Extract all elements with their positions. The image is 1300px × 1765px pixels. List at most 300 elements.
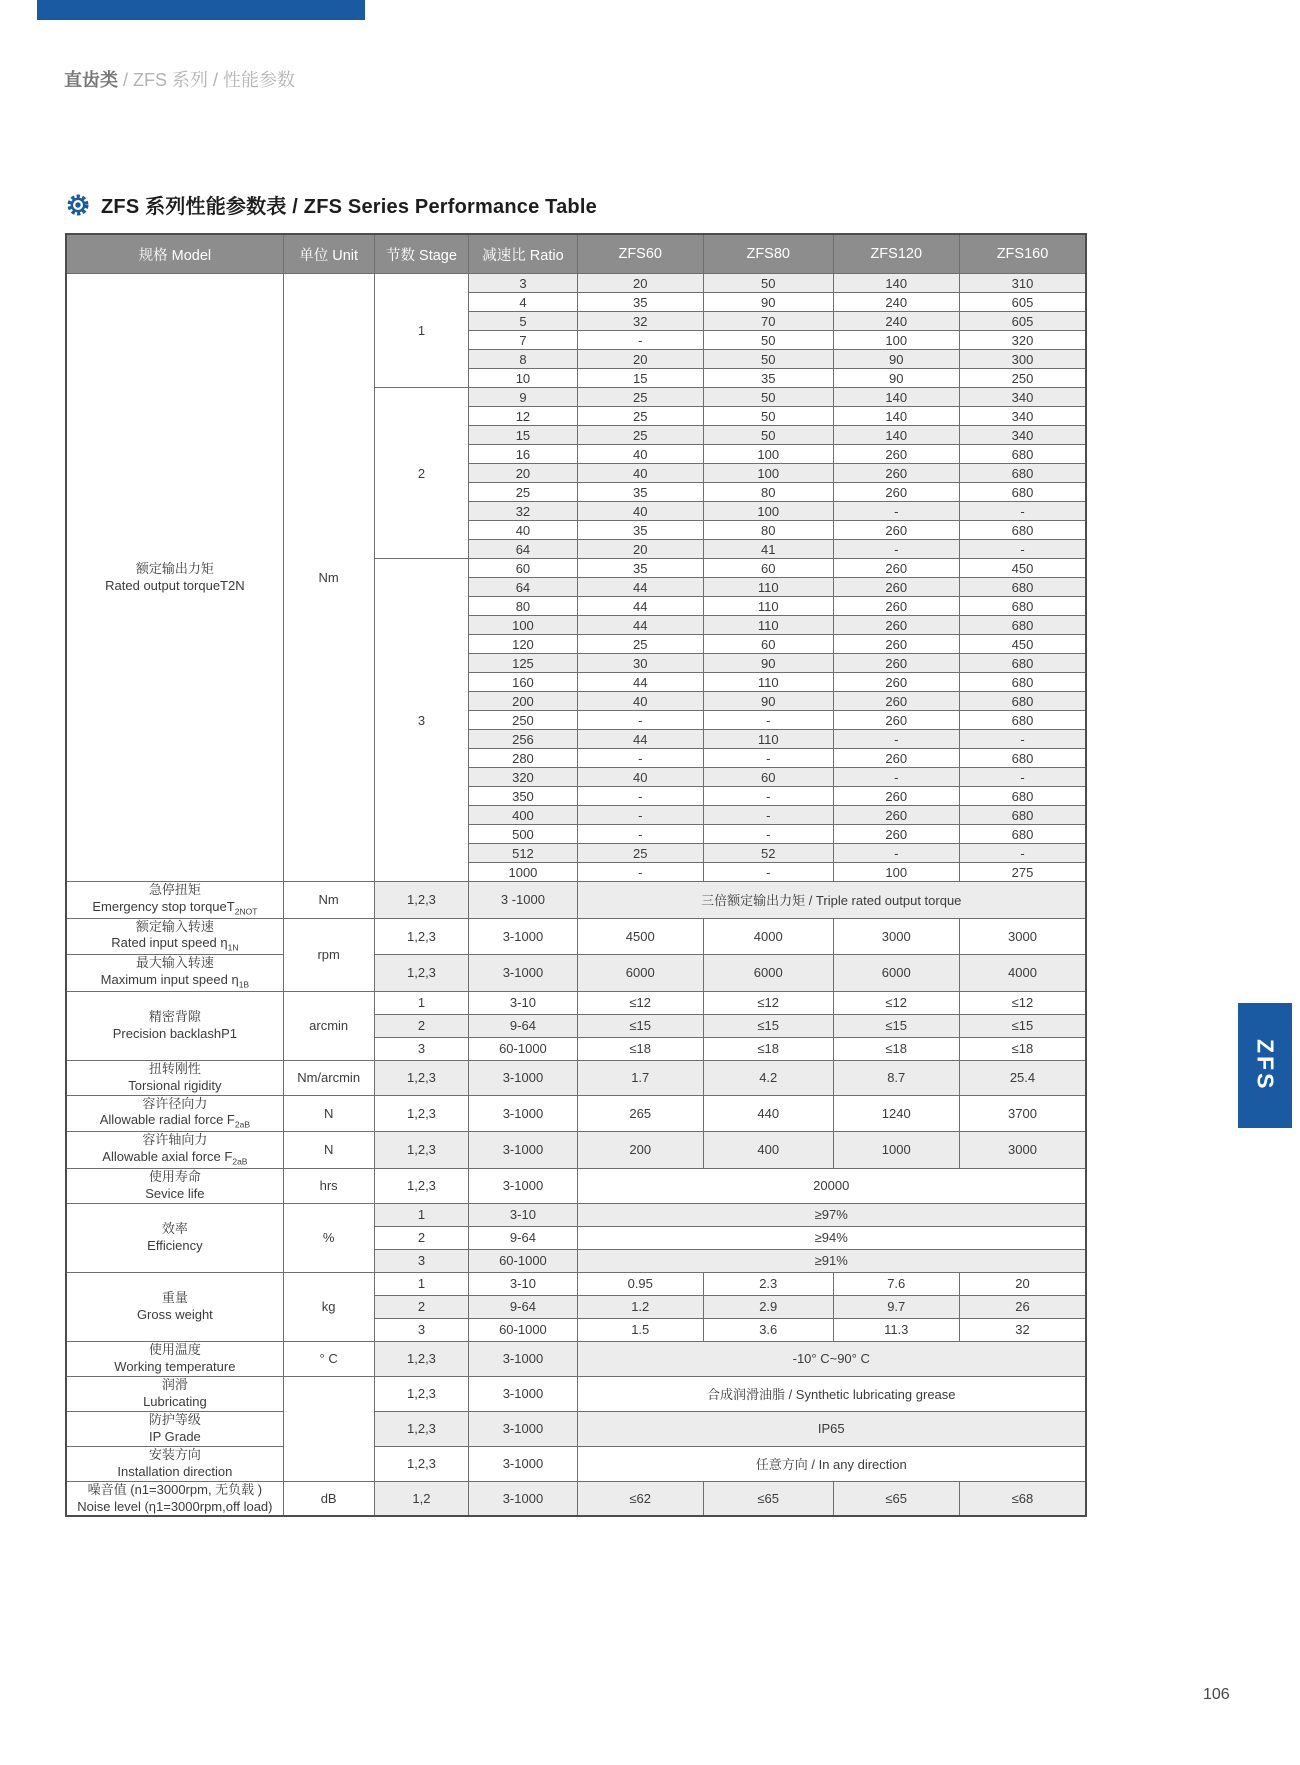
value-cell: - (703, 825, 833, 844)
value-span-cell: ≥97% (577, 1203, 1086, 1226)
value-cell: 140 (833, 407, 959, 426)
value-cell: 260 (833, 616, 959, 635)
stage-cell: 2 (374, 1014, 469, 1037)
value-cell: - (577, 825, 703, 844)
value-cell: 32 (959, 1318, 1086, 1341)
row-label-cell (66, 1203, 283, 1272)
stage-cell: 1 (374, 274, 469, 388)
value-span-cell: ≥94% (577, 1226, 1086, 1249)
column-header: 节数 Stage (374, 234, 469, 274)
row-label-en: Torsional rigidity (128, 1077, 222, 1093)
value-cell: 1000 (833, 1132, 959, 1169)
page-number: 106 (1203, 1686, 1230, 1703)
value-cell: - (577, 711, 703, 730)
ratio-cell: 80 (469, 597, 577, 616)
value-cell: 260 (833, 654, 959, 673)
row-label-en: Gross weight (136, 1306, 213, 1322)
ratio-cell: 5 (469, 312, 577, 331)
value-cell: 2.3 (703, 1272, 833, 1295)
value-cell: ≤18 (833, 1037, 959, 1060)
value-cell: 90 (833, 350, 959, 369)
value-cell: 3700 (959, 1095, 1086, 1132)
value-span-cell: 三倍额定输出力矩 / Triple rated output torque (577, 882, 1086, 919)
ratio-cell: 512 (469, 844, 577, 863)
column-header: 减速比 Ratio (469, 234, 577, 274)
row-label-cell (66, 1132, 283, 1169)
ratio-cell: 3 -1000 (469, 882, 577, 919)
value-cell: 260 (833, 483, 959, 502)
stage-cell: 3 (374, 1318, 469, 1341)
ratio-cell: 160 (469, 673, 577, 692)
ratio-cell: 8 (469, 350, 577, 369)
row-label-cell (66, 991, 283, 1060)
row-label-cell (66, 955, 283, 992)
table-row (66, 1168, 1086, 1203)
value-cell: 35 (703, 369, 833, 388)
unit-cell: N (283, 1132, 374, 1169)
value-cell: - (833, 844, 959, 863)
ratio-cell: 64 (469, 578, 577, 597)
breadcrumb-rest: / ZFS 系列 / 性能参数 (118, 70, 296, 90)
value-cell: 20 (577, 540, 703, 559)
row-label-en: Rated output torqueT2N (105, 577, 245, 593)
ratio-cell: 60-1000 (469, 1318, 577, 1341)
value-cell: 0.95 (577, 1272, 703, 1295)
ratio-cell: 120 (469, 635, 577, 654)
ratio-cell: 280 (469, 749, 577, 768)
value-cell: - (577, 749, 703, 768)
value-cell: 140 (833, 274, 959, 293)
breadcrumb-primary: 直齿类 (64, 70, 118, 90)
value-cell: 110 (703, 597, 833, 616)
table-row (66, 1060, 1086, 1095)
value-cell: - (703, 787, 833, 806)
row-label-cell (66, 1376, 283, 1411)
table-row (66, 918, 1086, 955)
unit-cell: rpm (283, 918, 374, 991)
row-label-cell (66, 882, 283, 919)
value-cell: ≤15 (577, 1014, 703, 1037)
value-cell: 90 (833, 369, 959, 388)
value-cell: 50 (703, 388, 833, 407)
value-cell: 3000 (959, 918, 1086, 955)
stage-cell: 3 (374, 559, 469, 882)
ratio-cell: 9 (469, 388, 577, 407)
value-span-cell: -10° C~90° C (577, 1341, 1086, 1376)
table-row (66, 991, 1086, 1014)
value-cell: 275 (959, 863, 1086, 882)
ratio-cell: 256 (469, 730, 577, 749)
row-label-zh: 使用寿命 (148, 1168, 201, 1184)
value-cell: ≤18 (577, 1037, 703, 1060)
table-row (66, 1132, 1086, 1169)
value-cell: 26 (959, 1295, 1086, 1318)
value-cell: 40 (577, 445, 703, 464)
value-cell: 8.7 (833, 1060, 959, 1095)
value-cell: - (959, 844, 1086, 863)
value-cell: 25 (577, 844, 703, 863)
row-label-zh: 防护等级 (148, 1411, 201, 1427)
value-cell: - (577, 331, 703, 350)
section-title (66, 190, 597, 219)
value-cell: 80 (703, 521, 833, 540)
value-cell: 265 (577, 1095, 703, 1132)
value-cell: 140 (833, 388, 959, 407)
unit-cell: Nm (283, 274, 374, 882)
value-cell: ≤18 (703, 1037, 833, 1060)
ratio-cell: 3-10 (469, 1272, 577, 1295)
value-cell: 44 (577, 578, 703, 597)
value-cell: 240 (833, 293, 959, 312)
value-cell: 100 (703, 464, 833, 483)
column-header: ZFS60 (577, 234, 703, 274)
ratio-cell: 20 (469, 464, 577, 483)
row-label-zh: 扭转刚性 (148, 1060, 201, 1076)
ratio-cell: 64 (469, 540, 577, 559)
value-cell: 4.2 (703, 1060, 833, 1095)
stage-cell: 1 (374, 991, 469, 1014)
value-cell: 25 (577, 426, 703, 445)
section-title-text: ZFS 系列性能参数表 / ZFS Series Performance Table (101, 196, 597, 218)
row-label-en: Sevice life (145, 1185, 205, 1201)
value-cell: - (577, 806, 703, 825)
stage-cell: 1,2,3 (374, 955, 469, 992)
value-cell: ≤65 (703, 1481, 833, 1516)
table-row (66, 1203, 1086, 1226)
value-cell: 40 (577, 464, 703, 483)
value-cell: 320 (959, 331, 1086, 350)
value-cell: 6000 (833, 955, 959, 992)
row-label-zh: 额定输出力矩 (135, 560, 214, 576)
value-cell: 440 (703, 1095, 833, 1132)
row-label-zh: 额定输入转速 (135, 918, 214, 934)
value-cell: 310 (959, 274, 1086, 293)
ratio-cell: 32 (469, 502, 577, 521)
value-cell: 260 (833, 464, 959, 483)
stage-cell: 1,2,3 (374, 918, 469, 955)
value-cell: 44 (577, 673, 703, 692)
value-cell: - (959, 730, 1086, 749)
value-cell: 260 (833, 806, 959, 825)
value-cell: 110 (703, 578, 833, 597)
stage-cell: 2 (374, 388, 469, 559)
row-label-zh: 精密背隙 (148, 1008, 201, 1024)
value-cell: 240 (833, 312, 959, 331)
gear-icon (66, 193, 90, 217)
value-cell: 110 (703, 673, 833, 692)
ratio-cell: 7 (469, 331, 577, 350)
value-cell: 605 (959, 312, 1086, 331)
stage-cell: 3 (374, 1249, 469, 1272)
row-label-cell (66, 1481, 283, 1516)
unit-cell: ° C (283, 1341, 374, 1376)
value-cell: 605 (959, 293, 1086, 312)
ratio-cell: 400 (469, 806, 577, 825)
ratio-cell: 60-1000 (469, 1037, 577, 1060)
value-cell: 260 (833, 787, 959, 806)
value-cell: - (703, 863, 833, 882)
value-cell: 7.6 (833, 1272, 959, 1295)
ratio-cell: 3-1000 (469, 1376, 577, 1411)
value-cell: 340 (959, 426, 1086, 445)
ratio-cell: 25 (469, 483, 577, 502)
row-label-en: Maximum input speed $\eta_{1B}$ (100, 971, 250, 990)
value-cell: 260 (833, 559, 959, 578)
row-label-en: Emergency stop torqueT$_{2NOT}$ (92, 898, 258, 917)
table-row (66, 1481, 1086, 1516)
value-cell: 25 (577, 407, 703, 426)
ratio-cell: 350 (469, 787, 577, 806)
value-cell: 20 (577, 350, 703, 369)
stage-cell: 1,2,3 (374, 1446, 469, 1481)
value-cell: 680 (959, 711, 1086, 730)
ratio-cell: 12 (469, 407, 577, 426)
row-label-cell (66, 1411, 283, 1446)
ratio-cell: 60-1000 (469, 1249, 577, 1272)
ratio-cell: 1000 (469, 863, 577, 882)
value-cell: 340 (959, 388, 1086, 407)
value-cell: 40 (577, 768, 703, 787)
stage-cell: 1,2 (374, 1481, 469, 1516)
value-cell: 25 (577, 388, 703, 407)
row-label-zh: 噪音值 (n1=3000rpm, 无负载 ) (87, 1481, 263, 1497)
value-cell: 90 (703, 293, 833, 312)
row-label-en: Lubricating (143, 1393, 207, 1409)
table-header-row (66, 234, 1086, 274)
value-cell: ≤18 (959, 1037, 1086, 1060)
column-header: ZFS80 (703, 234, 833, 274)
table-row (66, 1446, 1086, 1481)
ratio-cell: 500 (469, 825, 577, 844)
value-cell: 35 (577, 521, 703, 540)
value-cell: 50 (703, 407, 833, 426)
row-label-en: Working temperature (114, 1358, 236, 1374)
value-cell: ≤12 (577, 991, 703, 1014)
value-cell: - (577, 787, 703, 806)
value-cell: 680 (959, 806, 1086, 825)
value-cell: 50 (703, 331, 833, 350)
stage-cell: 1 (374, 1203, 469, 1226)
value-cell: ≤68 (959, 1481, 1086, 1516)
unit-cell: hrs (283, 1168, 374, 1203)
ratio-cell: 3-1000 (469, 1341, 577, 1376)
value-cell: 1.5 (577, 1318, 703, 1341)
value-cell: 44 (577, 616, 703, 635)
table-row (66, 1095, 1086, 1132)
ratio-cell: 60 (469, 559, 577, 578)
stage-cell: 1,2,3 (374, 1168, 469, 1203)
table-row (66, 1272, 1086, 1295)
value-span-cell: IP65 (577, 1411, 1086, 1446)
row-label-en: Precision backlashP1 (112, 1025, 238, 1041)
value-cell: 260 (833, 673, 959, 692)
row-label-en: Allowable axial force $F_{2aB}$ (102, 1149, 248, 1167)
stage-cell: 1,2,3 (374, 1060, 469, 1095)
unit-cell: Nm/arcmin (283, 1060, 374, 1095)
ratio-cell: 16 (469, 445, 577, 464)
value-cell: 6000 (703, 955, 833, 992)
value-cell: 450 (959, 559, 1086, 578)
value-cell: ≤15 (833, 1014, 959, 1037)
row-label-cell (66, 918, 283, 955)
stage-cell: 1 (374, 1272, 469, 1295)
ratio-cell: 4 (469, 293, 577, 312)
value-cell: 680 (959, 692, 1086, 711)
value-cell: 15 (577, 369, 703, 388)
value-cell: 1.2 (577, 1295, 703, 1318)
value-cell: 4500 (577, 918, 703, 955)
value-cell: 90 (703, 654, 833, 673)
ratio-cell: 3-1000 (469, 1446, 577, 1481)
value-cell: 260 (833, 597, 959, 616)
value-cell: 680 (959, 578, 1086, 597)
value-cell: 41 (703, 540, 833, 559)
row-label-cell (66, 1095, 283, 1132)
unit-cell: kg (283, 1272, 374, 1341)
row-label-cell (66, 274, 283, 882)
value-span-cell: ≥91% (577, 1249, 1086, 1272)
row-label-zh: 重量 (161, 1289, 188, 1305)
unit-cell: Nm (283, 882, 374, 919)
value-cell: 25.4 (959, 1060, 1086, 1095)
value-cell: ≤15 (959, 1014, 1086, 1037)
ratio-cell: 320 (469, 768, 577, 787)
value-cell: 44 (577, 597, 703, 616)
value-cell: 110 (703, 730, 833, 749)
table-row (66, 1341, 1086, 1376)
column-header: ZFS120 (833, 234, 959, 274)
value-cell: 4000 (959, 955, 1086, 992)
value-cell: 11.3 (833, 1318, 959, 1341)
value-cell: 3000 (959, 1132, 1086, 1169)
value-cell: ≤65 (833, 1481, 959, 1516)
side-tab-label: ZFS (1252, 1039, 1279, 1092)
value-cell: 110 (703, 616, 833, 635)
value-cell: ≤62 (577, 1481, 703, 1516)
column-header: ZFS160 (959, 234, 1086, 274)
value-cell: 680 (959, 521, 1086, 540)
breadcrumb (64, 66, 295, 92)
value-cell: 260 (833, 692, 959, 711)
value-cell: 140 (833, 426, 959, 445)
value-cell: 50 (703, 350, 833, 369)
value-cell: 3000 (833, 918, 959, 955)
stage-cell: 2 (374, 1226, 469, 1249)
ratio-cell: 9-64 (469, 1226, 577, 1249)
ratio-cell: 3-1000 (469, 918, 577, 955)
unit-cell: N (283, 1095, 374, 1132)
value-cell: - (833, 502, 959, 521)
stage-cell: 3 (374, 1037, 469, 1060)
value-cell: 60 (703, 635, 833, 654)
column-header: 规格 Model (66, 234, 283, 274)
unit-cell (283, 1376, 374, 1481)
value-cell: 260 (833, 578, 959, 597)
value-cell: 680 (959, 616, 1086, 635)
value-cell: 680 (959, 787, 1086, 806)
value-cell: ≤15 (703, 1014, 833, 1037)
value-cell: ≤12 (959, 991, 1086, 1014)
value-cell: 20 (577, 274, 703, 293)
value-cell: 50 (703, 426, 833, 445)
value-span-cell: 20000 (577, 1168, 1086, 1203)
row-label-zh: 容许径向力 (142, 1095, 208, 1111)
value-cell: 680 (959, 464, 1086, 483)
value-cell: 60 (703, 768, 833, 787)
value-cell: 680 (959, 483, 1086, 502)
column-header: 单位 Unit (283, 234, 374, 274)
stage-cell: 1,2,3 (374, 1411, 469, 1446)
table-row (66, 1376, 1086, 1411)
ratio-cell: 10 (469, 369, 577, 388)
row-label-cell (66, 1272, 283, 1341)
value-cell: 25 (577, 635, 703, 654)
stage-cell: 1,2,3 (374, 1376, 469, 1411)
row-label-cell (66, 1168, 283, 1203)
value-cell: 250 (959, 369, 1086, 388)
value-cell: 50 (703, 274, 833, 293)
value-cell: 35 (577, 559, 703, 578)
value-cell: 260 (833, 749, 959, 768)
value-cell: 40 (577, 692, 703, 711)
ratio-cell: 3-1000 (469, 1132, 577, 1169)
value-cell: 680 (959, 825, 1086, 844)
value-cell: 260 (833, 521, 959, 540)
value-cell: 260 (833, 445, 959, 464)
value-cell: 80 (703, 483, 833, 502)
stage-cell: 1,2,3 (374, 882, 469, 919)
ratio-cell: 3-10 (469, 1203, 577, 1226)
value-cell: - (833, 540, 959, 559)
value-cell: 100 (703, 445, 833, 464)
ratio-cell: 3 (469, 274, 577, 293)
row-label-cell (66, 1060, 283, 1095)
value-cell: - (703, 806, 833, 825)
value-cell: 30 (577, 654, 703, 673)
row-label-en: Efficiency (147, 1237, 203, 1253)
table-row (66, 274, 1086, 293)
ratio-cell: 100 (469, 616, 577, 635)
value-cell: 6000 (577, 955, 703, 992)
ratio-cell: 3-1000 (469, 1060, 577, 1095)
ratio-cell: 3-1000 (469, 1168, 577, 1203)
ratio-cell: 3-1000 (469, 955, 577, 992)
row-label-zh: 润滑 (161, 1376, 188, 1392)
value-cell: - (833, 768, 959, 787)
value-span-cell: 合成润滑油脂 / Synthetic lubricating grease (577, 1376, 1086, 1411)
value-cell: 60 (703, 559, 833, 578)
value-cell: 2.9 (703, 1295, 833, 1318)
ratio-cell: 3-1000 (469, 1095, 577, 1132)
row-label-zh: 使用温度 (148, 1341, 201, 1357)
row-label-en: Allowable radial force $F_{2aB}$ (99, 1112, 250, 1131)
value-cell: - (577, 863, 703, 882)
top-blue-bar (37, 0, 365, 20)
row-label-zh: 最大输入转速 (135, 955, 214, 971)
value-cell: 20 (959, 1272, 1086, 1295)
ratio-cell: 9-64 (469, 1295, 577, 1318)
value-cell: - (703, 711, 833, 730)
unit-cell: % (283, 1203, 374, 1272)
value-cell: 4000 (703, 918, 833, 955)
value-cell: 680 (959, 749, 1086, 768)
value-cell: 680 (959, 597, 1086, 616)
row-label-zh: 效率 (161, 1220, 188, 1236)
value-cell: 100 (703, 502, 833, 521)
row-label-en: Rated input speed $\eta_{1N}$ (111, 935, 239, 954)
stage-cell: 1,2,3 (374, 1132, 469, 1169)
value-cell: 40 (577, 502, 703, 521)
